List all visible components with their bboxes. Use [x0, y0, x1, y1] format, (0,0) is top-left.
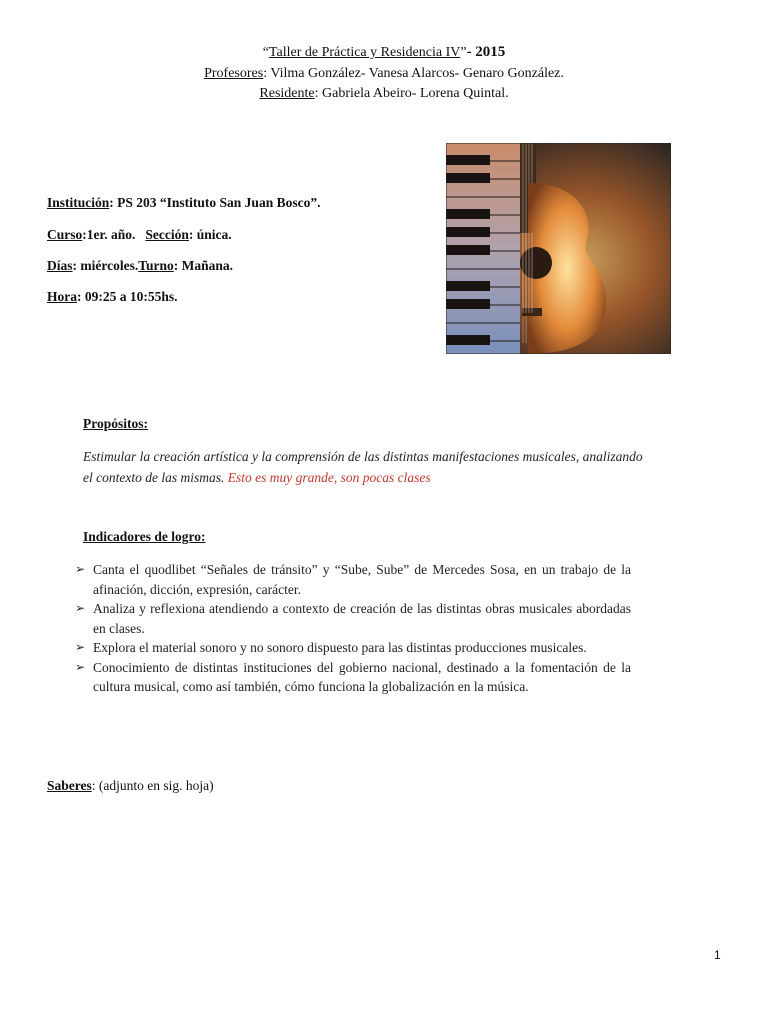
- residente-line: [0, 86, 768, 102]
- title-close-quote: ”: [460, 45, 467, 60]
- indicadores-heading: [83, 529, 206, 545]
- seccion-value: : única.: [188, 227, 232, 242]
- piano-guitar-image: [446, 143, 671, 354]
- profesores-value: : Vilma González- Vanesa Alarcos- Genaro González.: [263, 66, 564, 81]
- indicador-text: Analiza y reflexiona atendiendo a contexto de creación de las distintas obras musicales abordadas en clases.: [93, 601, 631, 636]
- saberes-line: [47, 778, 214, 794]
- indicadores-heading-text: Indicadores de logro: [83, 529, 202, 544]
- curso-line: [47, 227, 232, 243]
- profesores-line: [0, 66, 768, 82]
- list-item: [75, 560, 631, 599]
- residente-value: : Gabriela Abeiro- Lorena Quintal.: [314, 86, 509, 101]
- residente-label: Residente: [259, 86, 315, 101]
- profesores-label: Profesores: [204, 66, 264, 81]
- list-item: [75, 658, 631, 697]
- title-main: Taller de Práctica y Residencia IV: [268, 45, 461, 60]
- piano-keys-graphic: [446, 143, 520, 354]
- arrow-bullet-icon: ➢: [75, 601, 86, 615]
- curso-value: :1er. año.: [82, 227, 136, 242]
- hora-line: [47, 289, 178, 305]
- hora-value: : 09:25 a 10:55hs.: [77, 289, 178, 304]
- propositos-body: Estimular la creación artística y la comprensión de las distintas manifestaciones musicales, analizando el contexto de las mismas.: [83, 449, 643, 485]
- seccion-label: Sección: [145, 227, 189, 242]
- list-item: [75, 599, 631, 638]
- indicador-text: Conocimiento de distintas instituciones del gobierno nacional, destinado a la fomentación de la cultura musical, como así también, cómo funciona la globalización en la música.: [93, 659, 631, 694]
- institucion-line: [47, 195, 320, 211]
- propositos-heading-colon: :: [143, 416, 149, 431]
- indicadores-list: [75, 560, 631, 697]
- hora-label: Hora: [47, 289, 77, 304]
- saberes-label: Saberes: [47, 778, 92, 793]
- arrow-bullet-icon: ➢: [75, 562, 86, 576]
- propositos-heading-text: Propósitos: [83, 416, 144, 431]
- indicadores-heading-colon: :: [201, 529, 206, 544]
- arrow-bullet-icon: ➢: [75, 659, 86, 674]
- institucion-value: : PS 203 “Instituto San Juan Bosco”.: [109, 195, 321, 210]
- indicador-text: Canta el quodlibet “Señales de tránsito” y “Sube, Sube” de Mercedes Sosa, en un trabajo de la afinación, dicción, expresión, carácter.: [93, 562, 631, 597]
- propositos-text: [83, 446, 643, 488]
- saberes-value: : (adjunto en sig. hoja): [91, 778, 214, 793]
- propositos-heading: [83, 416, 148, 432]
- dias-line: [47, 258, 233, 274]
- page-number: 1: [714, 948, 721, 962]
- dias-label: Días: [47, 258, 73, 273]
- turno-label: Turno: [138, 258, 174, 273]
- list-item: [75, 638, 631, 658]
- propositos-review-note: Esto es muy grande, son pocas clases: [227, 470, 431, 485]
- document-title: [0, 44, 768, 61]
- curso-label: Curso: [47, 227, 83, 242]
- turno-value: : Mañana.: [173, 258, 234, 273]
- indicador-text: Explora el material sonoro y no sonoro dispuesto para las distintas producciones musicales.: [93, 640, 587, 655]
- dias-value: : miércoles.: [72, 258, 139, 273]
- title-open-quote: “: [262, 45, 269, 60]
- institucion-label: Institución: [47, 195, 110, 210]
- title-year: - 2015: [466, 44, 506, 60]
- arrow-bullet-icon: ➢: [75, 640, 86, 654]
